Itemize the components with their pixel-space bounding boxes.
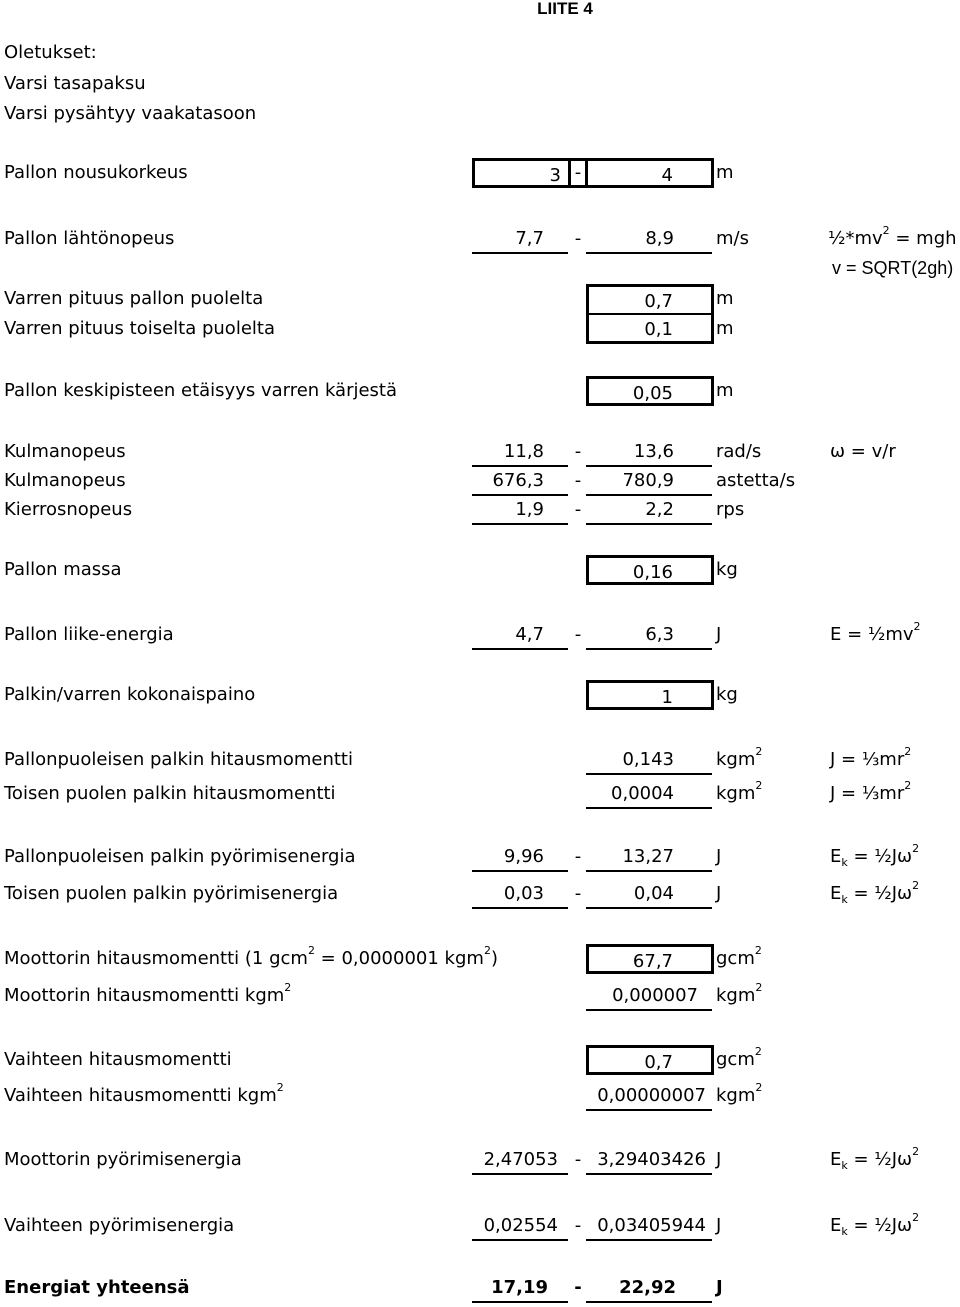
value-cell-max: 2,2 — [586, 495, 712, 525]
value-cell-max: 6,3 — [586, 620, 712, 650]
row-vaihde-hitaus-kgm — [0, 1081, 960, 1111]
row-label: Vaihteen pyörimisenergia — [4, 1215, 235, 1236]
unit-label: J — [716, 1215, 722, 1236]
row-vaihde-hitaus — [0, 1045, 960, 1075]
unit-label: J — [716, 883, 722, 904]
row-label: Pallon nousukorkeus — [4, 162, 188, 183]
value-cell: 0,143 — [586, 745, 712, 775]
row-label: Pallon massa — [4, 559, 122, 580]
value-cell-max: 780,9 — [586, 466, 712, 496]
input-cell[interactable]: 0,16 — [586, 555, 714, 585]
row-label: Varren pituus pallon puolelta — [4, 288, 264, 309]
unit-label: kgm$^2$ — [716, 779, 763, 804]
row-pyorimis-toinen — [0, 879, 960, 909]
unit-label: m — [716, 380, 734, 401]
unit-label: gcm$^2$ — [716, 1045, 762, 1070]
range-dash: - — [574, 441, 582, 462]
value-cell-max: 13,27 — [586, 842, 712, 872]
row-label: Kierrosnopeus — [4, 499, 133, 520]
unit-label: m — [716, 288, 734, 309]
input-cell[interactable]: 0,7 — [586, 284, 714, 314]
row-label: Kulmanopeus — [4, 470, 126, 491]
unit-label: rps — [716, 499, 745, 520]
unit-label: kgm$^2$ — [716, 981, 763, 1006]
row-hitaus-toinen — [0, 779, 960, 809]
row-label: Vaihteen hitausmomentti kgm$^2$ — [4, 1081, 284, 1106]
row-label: Palkin/varren kokonaispaino — [4, 684, 256, 705]
row-label: Varren pituus toiselta puolelta — [4, 318, 275, 339]
formula-label: $E = \frac{1}{2}mv^2$ — [830, 620, 921, 645]
formula-label: $\frac{1}{2}*mv^2$ = mgh — [828, 224, 957, 249]
unit-label: kg — [716, 684, 738, 705]
formula-label: $E_k$ = $\frac{1}{2}J\omega^2$ — [830, 1211, 920, 1238]
value-cell-min: 0,02554 — [472, 1211, 568, 1241]
input-cell-max[interactable]: 4 — [568, 158, 714, 188]
row-kierrosnopeus — [0, 495, 960, 525]
formula-label: v = SQRT(2gh) — [832, 258, 954, 278]
row-kulmanopeus-rad — [0, 437, 960, 467]
range-dash: - — [574, 1215, 582, 1236]
row-vaihde-energia — [0, 1211, 960, 1241]
value-cell-max: 13,6 — [586, 437, 712, 467]
row-label: Pallon liike-energia — [4, 624, 174, 645]
value-cell: 0,00000007 — [586, 1081, 712, 1111]
row-etaisyys — [0, 376, 960, 406]
total-min: 17,19 — [472, 1273, 568, 1303]
row-moottori-hitaus — [0, 944, 960, 974]
row-hitaus-pallo — [0, 745, 960, 775]
row-label: Moottorin pyörimisenergia — [4, 1149, 242, 1170]
input-cell[interactable]: 0,05 — [586, 376, 714, 406]
row-label: Pallonpuoleisen palkin pyörimisenergia — [4, 846, 356, 867]
unit-label: kgm$^2$ — [716, 1081, 763, 1106]
range-dash: - — [574, 1149, 582, 1170]
unit-label: kgm$^2$ — [716, 745, 763, 770]
row-label: Toisen puolen palkin hitausmomentti — [4, 783, 336, 804]
unit-label: m — [716, 318, 734, 339]
row-yhteensa — [0, 1273, 960, 1303]
input-cell-min[interactable]: 3 — [472, 158, 588, 188]
value-cell-max: 3,29403426 — [586, 1145, 712, 1175]
range-dash: - — [574, 846, 582, 867]
input-cell[interactable]: 0,7 — [586, 1045, 714, 1075]
value-cell: 0,0004 — [586, 779, 712, 809]
row-label: Moottorin hitausmomentti kgm$^2$ — [4, 981, 292, 1006]
value-cell: 0,000007 — [586, 981, 712, 1011]
assumptions-title: Oletukset: — [4, 42, 97, 63]
formula-label: $J = \frac{1}{3}mr^2$ — [830, 779, 912, 804]
appendix-header: LIITE 4 — [537, 0, 593, 18]
range-dash: - — [574, 624, 582, 645]
row-label: Toisen puolen palkin pyörimisenergia — [4, 883, 339, 904]
row-pyorimis-pallo — [0, 842, 960, 872]
row-nousukorkeus — [0, 158, 960, 188]
range-dash: - — [574, 162, 582, 183]
value-cell-min: 676,3 — [472, 466, 568, 496]
input-cell[interactable]: 0,1 — [586, 314, 714, 344]
input-cell[interactable]: 67,7 — [586, 944, 714, 974]
unit-label: kg — [716, 559, 738, 580]
range-dash: - — [574, 883, 582, 904]
row-label: Moottorin hitausmomentti (1 gcm$^2$ = 0,0000001 kgm$^2$) — [4, 944, 498, 969]
formula-label: $E_k$ = $\frac{1}{2}J\omega^2$ — [830, 1145, 920, 1172]
unit-label: gcm$^2$ — [716, 944, 762, 969]
unit-label: J — [716, 1277, 723, 1298]
row-label: Pallon keskipisteen etäisyys varren kärjestä — [4, 380, 398, 401]
row-liike-energia — [0, 620, 960, 650]
formula-label: $J = \frac{1}{3}mr^2$ — [830, 745, 912, 770]
unit-label: J — [716, 1149, 722, 1170]
row-moottori-energia — [0, 1145, 960, 1175]
range-dash: - — [574, 228, 582, 249]
unit-label: m/s — [716, 228, 749, 249]
row-label: Vaihteen hitausmomentti — [4, 1049, 232, 1070]
value-cell-min: 11,8 — [472, 437, 568, 467]
formula-label: $E_k$ = $\frac{1}{2}J\omega^2$ — [830, 842, 920, 869]
unit-label: J — [716, 624, 722, 645]
formula-label: $E_k$ = $\frac{1}{2}J\omega^2$ — [830, 879, 920, 906]
unit-label: m — [716, 162, 734, 183]
row-lahtonopeus — [0, 224, 960, 254]
row-pituus-pallo — [0, 284, 960, 314]
row-pituus-toinen — [0, 314, 960, 344]
row-label: Kulmanopeus — [4, 441, 126, 462]
value-cell-min: 1,9 — [472, 495, 568, 525]
row-label: Pallonpuoleisen palkin hitausmomentti — [4, 749, 353, 770]
input-cell[interactable]: 1 — [586, 680, 714, 710]
assumption-item: Varsi pysähtyy vaakatasoon — [4, 103, 257, 124]
value-cell-min: 2,47053 — [472, 1145, 568, 1175]
total-max: 22,92 — [586, 1273, 712, 1303]
value-cell-min: 7,7 — [472, 224, 568, 254]
unit-label: rad/s — [716, 441, 762, 462]
row-formula-sqrt — [0, 253, 960, 283]
value-cell-max: 0,03405944 — [586, 1211, 712, 1241]
value-cell-min: 4,7 — [472, 620, 568, 650]
unit-label: J — [716, 846, 722, 867]
range-dash: - — [574, 470, 582, 491]
total-label: Energiat yhteensä — [4, 1277, 190, 1298]
unit-label: astetta/s — [716, 470, 796, 491]
row-moottori-hitaus-kgm — [0, 981, 960, 1011]
value-cell-max: 8,9 — [586, 224, 712, 254]
formula-label: ω = v/r — [830, 441, 896, 462]
row-kokonaispaino — [0, 680, 960, 710]
row-label: Pallon lähtönopeus — [4, 228, 175, 249]
range-dash: - — [574, 1277, 582, 1298]
assumption-item: Varsi tasapaksu — [4, 73, 146, 94]
value-cell-min: 9,96 — [472, 842, 568, 872]
row-massa — [0, 555, 960, 585]
row-kulmanopeus-deg — [0, 466, 960, 496]
value-cell-max: 0,04 — [586, 879, 712, 909]
range-dash: - — [574, 499, 582, 520]
value-cell-min: 0,03 — [472, 879, 568, 909]
